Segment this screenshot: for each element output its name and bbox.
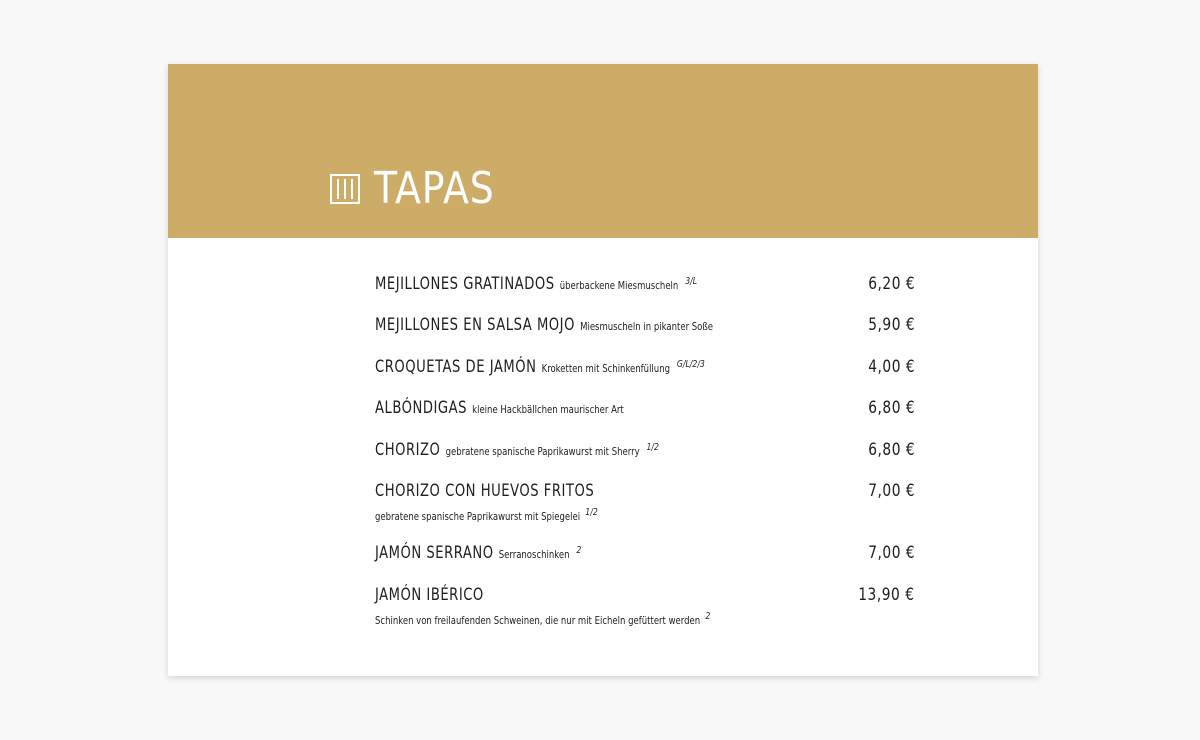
menu-item xyxy=(375,274,915,294)
item-price: 6,80 € xyxy=(867,440,915,460)
menu-item xyxy=(375,440,915,460)
item-name: MEJILLONES GRATINADOS xyxy=(375,274,555,294)
column-icon xyxy=(330,174,360,204)
allergen-note: 3/L xyxy=(685,276,698,287)
item-description: Schinken von freilaufenden Schweinen, die nur mit Eicheln gefüttert werden xyxy=(375,614,701,627)
item-description: Kroketten mit Schinkenfüllung xyxy=(541,362,670,375)
item-name: CHORIZO CON HUEVOS FRITOS xyxy=(375,481,595,501)
item-price: 7,00 € xyxy=(867,481,915,501)
item-description: Serranoschinken xyxy=(498,548,570,561)
allergen-note: 2 xyxy=(705,611,711,622)
menu-item xyxy=(375,481,915,523)
item-price: 13,90 € xyxy=(858,585,915,605)
item-description: Miesmuscheln in pikanter Soße xyxy=(580,320,713,333)
item-description: gebratene spanische Paprikawurst mit Spiegelei xyxy=(375,510,581,523)
item-price: 6,20 € xyxy=(867,274,915,294)
menu-list xyxy=(375,64,915,676)
item-price: 4,00 € xyxy=(867,357,915,377)
item-name: ALBÓNDIGAS xyxy=(375,398,467,418)
item-name: MEJILLONES EN SALSA MOJO xyxy=(375,315,575,335)
section-title: TAPAS xyxy=(374,163,495,214)
menu-item xyxy=(375,585,915,627)
item-name: CHORIZO xyxy=(375,440,441,460)
item-description: kleine Hackbällchen maurischer Art xyxy=(472,403,624,416)
item-description: gebratene spanische Paprikawurst mit Sherry xyxy=(445,445,640,458)
menu-item xyxy=(375,398,915,418)
allergen-note: 1/2 xyxy=(646,442,659,453)
allergen-note: 2 xyxy=(576,545,582,556)
menu-card xyxy=(168,64,1038,676)
item-name: JAMÓN IBÉRICO xyxy=(375,585,484,605)
allergen-note: G/L/2/3 xyxy=(676,359,705,370)
menu-item xyxy=(375,543,915,563)
item-description: überbackene Miesmuscheln xyxy=(559,279,679,292)
item-name: JAMÓN SERRANO xyxy=(375,543,494,563)
menu-item xyxy=(375,315,915,335)
item-name: CROQUETAS DE JAMÓN xyxy=(375,357,537,377)
allergen-note: 1/2 xyxy=(585,507,598,518)
item-price: 7,00 € xyxy=(867,543,915,563)
item-price: 6,80 € xyxy=(867,398,915,418)
menu-item xyxy=(375,357,915,377)
item-price: 5,90 € xyxy=(867,315,915,335)
